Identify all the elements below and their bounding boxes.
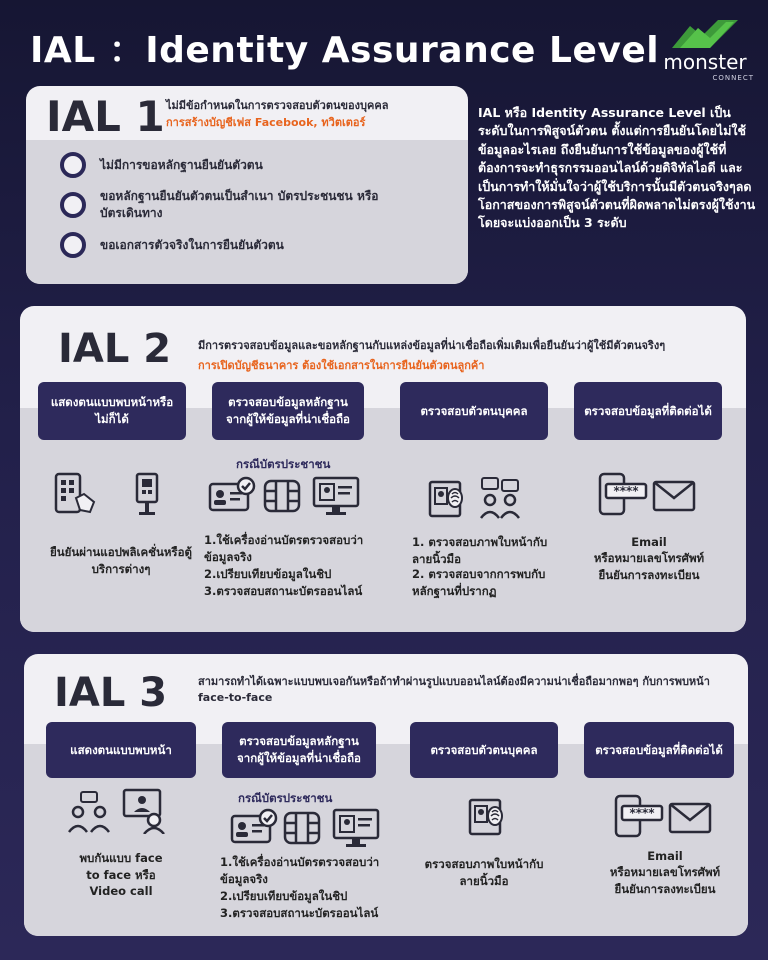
ial2-case-label: กรณีบัตรประชาชน — [236, 457, 331, 471]
ial2-col3-item: 2. ตรวจสอบจากการพบกับหลักฐานที่ปรากฏ — [412, 567, 546, 598]
ial1-option: ขอเอกสารตัวจริงในการยืนยันตัวตน — [60, 232, 440, 258]
ial3-pill-evidence: ตรวจสอบข้อมูลหลักฐานจากผู้ให้ข้อมูลที่น่าเชื่อถือ — [222, 722, 376, 778]
pin-mask: **** — [629, 806, 655, 820]
pin-mask: **** — [613, 484, 639, 498]
kiosk-icon — [134, 472, 160, 516]
ial3-card — [24, 654, 748, 936]
logo-mark-icon — [650, 14, 760, 54]
ial2-pill-evidence: ตรวจสอบข้อมูลหลักฐานจากผู้ให้ข้อมูลที่น่าเชื่อถือ — [212, 382, 364, 440]
ial1-option: ขอหลักฐานยืนยันตัวตนเป็นสำเนา บัตรประชนชน หรือบัตรเดินทาง — [60, 188, 440, 222]
chip-icon — [282, 810, 322, 846]
ial3-pill-identity: ตรวจสอบตัวตนบุคคล — [410, 722, 558, 778]
ial2-col2-item: 1.ใช้เครื่องอ่านบัตรตรวจสอบว่าข้อมูลจริง — [204, 533, 364, 564]
ial3-pill-inperson: แสดงตนแบบพบหน้า — [46, 722, 196, 778]
phone-pin-icon — [594, 472, 648, 516]
ial1-desc: ไม่มีข้อกำหนดในการตรวจสอบตัวตนของบุคคล — [166, 99, 389, 112]
ial2-pill-identity: ตรวจสอบตัวตนบุคคล — [400, 382, 548, 440]
id-card-check-icon — [208, 476, 256, 514]
ial3-pill-contact: ตรวจสอบข้อมูลที่ติดต่อได้ — [584, 722, 734, 778]
radio-circle-icon — [60, 192, 86, 218]
ial3-case-label: กรณีบัตรประชาชน — [238, 791, 333, 805]
radio-circle-icon — [60, 232, 86, 258]
face-fingerprint-scan-icon — [428, 478, 468, 518]
ial3-label: IAL 3 — [54, 670, 168, 716]
ial3-col2-item: 3.ตรวจสอบสถานะบัตรออนไลน์ — [220, 906, 379, 920]
intro-text: IAL หรือ Identity Assurance Level เป็นระดับในการพิสูจน์ตัวตน ตั้งแต่การยืนยันโดยไม่ใช้ข้อมูลอะไรเลย ถึงยืนยันการใช้ข้อมูลของผู้ใช้ที่ต้องการจะทำธุรกรรมออนไลน์ด้วยดิจิทัลไอดี และเป็นการทำให้มั่นใจว่าผู้ใช้บริการนั้นมีตัวตนจริงๆลดโอกาสของการพิสูจน์ตัวตนที่ผิดพลาดไม่ตรงผู้ใช้งานโดยจะแบ่งออกเป็น 3 ระดับ — [478, 105, 756, 231]
ial1-label: IAL 1 — [46, 92, 165, 141]
monitor-id-icon — [332, 808, 380, 848]
ial2-label: IAL 2 — [58, 326, 172, 372]
ial1-option: ไม่มีการขอหลักฐานยืนยันตัวตน — [60, 152, 440, 178]
page-title: IAL ：Identity Assurance Level — [30, 30, 660, 71]
ial1-example: การสร้างบัญชีเฟส Facebook, ทวิตเตอร์ — [166, 116, 366, 129]
id-card-check-icon — [230, 808, 278, 846]
ial2-card — [20, 306, 746, 632]
ial2-example: การเปิดบัญชีธนาคาร ต้องใช้เอกสารในการยืนยันตัวตนลูกค้า — [198, 359, 485, 372]
ial2-col4-title: Email — [631, 535, 667, 549]
envelope-icon — [652, 480, 696, 512]
phone-pin-icon — [610, 794, 664, 838]
ial2-col3-item: 1. ตรวจสอบภาพใบหน้ากับลายนิ้วมือ — [412, 535, 548, 566]
ial3-col1-text: พบกันแบบ face to face หรือ Video call — [79, 851, 163, 899]
ial2-pill-contact: ตรวจสอบข้อมูลที่ติดต่อได้ — [574, 382, 722, 440]
ial1-card — [26, 86, 468, 284]
ial2-col4-text: หรือหมายเลขโทรศัพท์ยืนยันการลงทะเบียน — [593, 551, 705, 582]
ial2-col2-item: 2.เปรียบเทียบข้อมูลในชิป — [204, 567, 332, 581]
radio-circle-icon — [60, 152, 86, 178]
phone-touch-icon — [54, 472, 100, 516]
monitor-id-icon — [312, 476, 360, 516]
brand-logo — [650, 14, 760, 84]
ial3-col3-text: ตรวจสอบภาพใบหน้ากับลายนิ้วมือ — [424, 857, 544, 888]
ial3-col4-text: หรือหมายเลขโทรศัพท์ยืนยันการลงทะเบียน — [609, 865, 721, 896]
video-call-icon — [122, 788, 168, 834]
ial3-col2-item: 1.ใช้เครื่องอ่านบัตรตรวจสอบว่าข้อมูลจริง — [220, 855, 380, 886]
people-meeting-icon — [66, 790, 112, 834]
ial2-col1-text: ยืนยันผ่านแอปพลิเคชั่นหรือตู้บริการต่างๆ — [50, 545, 192, 576]
ial3-desc: สามารถทำได้เฉพาะแบบพบเจอกันหรือถ้าทำผ่านรูปแบบออนไลน์ต้องมีความน่าเชื่อถือมากพอๆ กับการพบหน้า face-to-face — [198, 675, 710, 704]
logo-subtext: CONNECT — [712, 74, 754, 82]
face-fingerprint-scan-icon — [468, 796, 508, 836]
ial3-col4-title: Email — [647, 849, 683, 863]
envelope-icon — [668, 802, 712, 834]
chip-icon — [262, 478, 302, 514]
ial2-col2-item: 3.ตรวจสอบสถานะบัตรออนไลน์ — [204, 584, 363, 598]
ial3-col2-item: 2.เปรียบเทียบข้อมูลในชิป — [220, 889, 348, 903]
ial2-desc: มีการตรวจสอบข้อมูลและขอหลักฐานกับแหล่งข้อมูลที่น่าเชื่อถือเพิ่มเติมเพื่อยืนยันว่าผู้ใช้มีตัวตนจริงๆ — [198, 339, 666, 352]
logo-text: monster — [663, 50, 747, 74]
people-chat-icon — [478, 476, 522, 520]
ial2-pill-inperson: แสดงตนแบบพบหน้าหรือไม่ก็ได้ — [38, 382, 186, 440]
